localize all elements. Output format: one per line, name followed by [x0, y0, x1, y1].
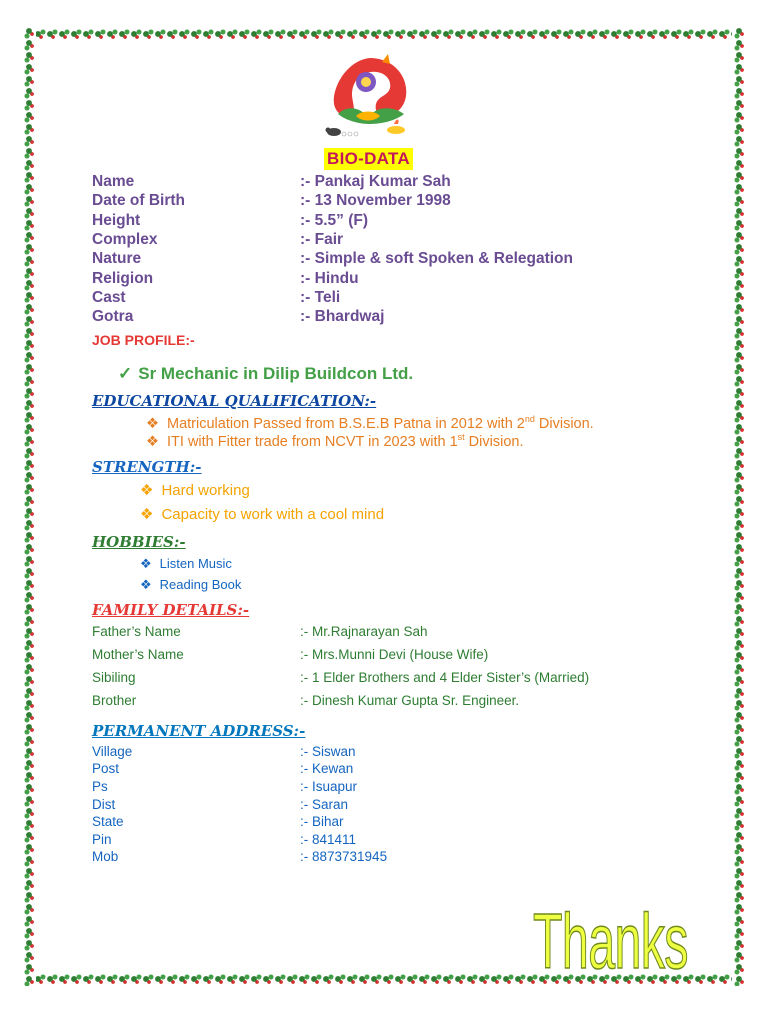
job-item	[118, 364, 413, 384]
job-item-text: Sr Mechanic in Dilip Buildcon Ltd.	[138, 364, 414, 383]
address-row	[92, 761, 712, 781]
personal-value: :- Pankaj Kumar Sah	[300, 173, 451, 190]
family-label: Brother	[92, 693, 137, 708]
family-row	[92, 693, 712, 713]
family-label: Mother’s Name	[92, 647, 184, 662]
personal-label: Cast	[92, 289, 126, 306]
address-value: :- 841411	[300, 832, 357, 847]
personal-label: Complex	[92, 231, 158, 248]
address-label: Dist	[92, 797, 116, 812]
address-row	[92, 814, 712, 834]
personal-value: :- 5.5” (F)	[300, 212, 369, 229]
strength-item	[140, 481, 250, 499]
education-item-sup: st	[457, 432, 465, 442]
hobby-item-text: Reading Book	[159, 577, 242, 592]
education-item-text: Matriculation Passed from B.S.E.B Patna in 2012 with 2	[167, 415, 525, 432]
family-value: :- Mrs.Munni Devi (House Wife)	[300, 647, 489, 662]
education-item-sup: nd	[524, 414, 535, 424]
address-label: State	[92, 814, 124, 829]
personal-value: :- Hindu	[300, 270, 359, 287]
page-border-top	[22, 27, 746, 41]
family-label: Sibiling	[92, 670, 136, 685]
strength-item-text: Capacity to work with a cool mind	[161, 506, 385, 523]
personal-label: Date of Birth	[92, 192, 185, 209]
personal-value: :- Fair	[300, 231, 344, 248]
personal-row-religion	[92, 270, 712, 290]
address-value: :- Bihar	[300, 814, 344, 829]
family-row	[92, 624, 712, 644]
hobby-item	[140, 556, 232, 572]
diamond-bullet-icon: ❖	[146, 415, 159, 432]
personal-row-gotra	[92, 308, 712, 328]
family-label: Father’s Name	[92, 624, 181, 639]
job-profile-heading: JOB PROFILE:-	[92, 332, 195, 348]
address-label: Post	[92, 761, 120, 776]
address-label: Village	[92, 744, 133, 759]
strength-item-text: Hard working	[161, 482, 250, 499]
hobby-item	[140, 577, 241, 593]
personal-value: :- Simple & soft Spoken & Relegation	[300, 250, 573, 267]
family-value: :- Mr.Rajnarayan Sah	[300, 624, 428, 639]
personal-row-dob	[92, 192, 712, 212]
thanks-text: Thanks	[533, 897, 688, 985]
strength-item	[140, 505, 384, 523]
personal-row-height	[92, 212, 712, 232]
family-row	[92, 670, 712, 690]
personal-label: Nature	[92, 250, 142, 267]
strength-heading: STRENGTH:-	[92, 458, 202, 476]
diamond-bullet-icon: ❖	[140, 556, 152, 571]
address-value: :- Kewan	[300, 761, 354, 776]
biodata-title: BIO-DATA	[324, 148, 413, 170]
diamond-bullet-icon: ❖	[140, 482, 154, 499]
address-value: :- 8873731945	[300, 849, 388, 864]
hobbies-heading: HOBBIES:-	[92, 533, 186, 551]
family-value: :- 1 Elder Brothers and 4 Elder Sister’s (Married)	[300, 670, 590, 685]
hobby-item-text: Listen Music	[159, 556, 232, 571]
address-value: :- Siswan	[300, 744, 356, 759]
personal-label: Religion	[92, 270, 154, 287]
address-label: Ps	[92, 779, 108, 794]
personal-row-name	[92, 173, 712, 193]
education-item-suffix: Division.	[464, 433, 524, 450]
education-item	[146, 414, 594, 432]
personal-label: Name	[92, 173, 135, 190]
family-value: :- Dinesh Kumar Gupta Sr. Engineer.	[300, 693, 520, 708]
personal-row-complex	[92, 231, 712, 251]
diamond-bullet-icon: ❖	[146, 433, 159, 450]
education-item-suffix: Division.	[534, 415, 594, 432]
address-heading: PERMANENT ADDRESS:-	[92, 722, 306, 740]
address-value: :- Isuapur	[300, 779, 358, 794]
personal-value: :- 13 November 1998	[300, 192, 451, 209]
family-row	[92, 647, 712, 667]
checkmark-icon: ✓	[118, 364, 133, 383]
education-item	[146, 432, 523, 450]
address-row	[92, 779, 712, 799]
page-border-left	[22, 27, 36, 986]
diamond-bullet-icon: ❖	[140, 506, 154, 523]
address-row	[92, 849, 712, 869]
address-label: Mob	[92, 849, 119, 864]
address-value: :- Saran	[300, 797, 349, 812]
education-heading: EDUCATIONAL QUALIFICATION:-	[92, 392, 377, 410]
education-item-text: ITI with Fitter trade from NCVT in 2023 with 1	[167, 433, 458, 450]
diamond-bullet-icon: ❖	[140, 577, 152, 592]
personal-value: :- Teli	[300, 289, 341, 306]
family-heading: FAMILY DETAILS:-	[92, 601, 250, 619]
personal-label: Gotra	[92, 308, 134, 325]
page-border-right	[732, 27, 746, 986]
personal-value: :- Bhardwaj	[300, 308, 385, 325]
personal-row-nature	[92, 250, 712, 270]
personal-row-cast	[92, 289, 712, 309]
ganesha-logo-icon	[318, 52, 422, 142]
personal-label: Height	[92, 212, 141, 229]
address-label: Pin	[92, 832, 112, 847]
